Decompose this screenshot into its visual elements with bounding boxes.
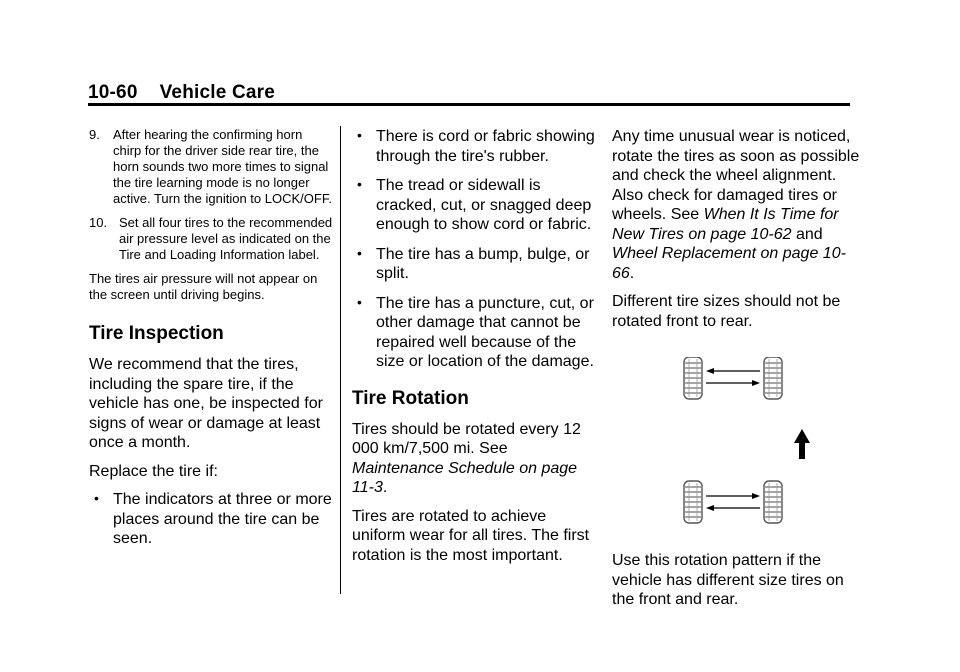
inspection-paragraph: We recommend that the tires, including the spare tire, if the vehicle has one, be inspected for signs of wear or damage at least once a month. — [89, 356, 323, 451]
replace-intro: Replace the tire if: — [89, 462, 218, 480]
step-9-text: After hearing the confirming horn chirp for the driver side rear tire, the horn sounds two more times to signal the tire learning mode is no longer active. Turn the ignition to LOCK/OFF. — [113, 127, 332, 206]
column-divider — [340, 126, 341, 594]
swap-arrows-front-icon — [706, 368, 760, 386]
front-right-tire-icon — [764, 357, 782, 399]
bullet-text: The tire has a puncture, cut, or other damage that cannot be repaired well because of the size or location of the damage. — [376, 294, 594, 370]
step-10-text: Set all four tires to the recommended air pressure level as indicated on the Tire and Loading Information label. — [119, 215, 333, 262]
column-1 — [89, 127, 334, 559]
column-3 — [612, 127, 862, 619]
bullet-text: The tread or sidewall is cracked, cut, or snagged deep enough to show cord or fabric. — [376, 177, 592, 233]
bullet-item — [352, 127, 597, 166]
bullet-glyph: • — [357, 176, 362, 192]
step-9 — [89, 127, 334, 207]
section-title: Vehicle Care — [159, 82, 276, 103]
rear-right-tire-icon — [764, 481, 782, 523]
new-tires-link[interactable]: When It Is Time for New Tires on page 10-62 — [612, 206, 839, 243]
sizes-paragraph: Different tire sizes should not be rotated front to rear. — [612, 293, 841, 330]
bullet-item — [89, 490, 334, 549]
rotation-paragraph — [352, 420, 597, 498]
bullet-glyph: • — [357, 244, 362, 261]
column-2 — [352, 127, 597, 574]
bullet-glyph: • — [357, 127, 362, 143]
front-left-tire-icon — [684, 357, 702, 399]
bullet-text: The tire has a bump, bulge, or split. — [376, 245, 590, 282]
bullet-text: The indicators at three or more places around the tire can be seen. — [113, 491, 332, 547]
rotation-text-end: . — [382, 479, 388, 496]
rear-left-tire-icon — [684, 481, 702, 523]
tire-inspection-heading: Tire Inspection — [89, 323, 224, 344]
unusual-wear-paragraph — [612, 127, 862, 283]
rotation-text: Tires should be rotated every 12 000 km/7,500 mi. See — [352, 420, 581, 457]
wheel-replacement-link[interactable]: Wheel Replacement on page 10-66 — [612, 245, 846, 282]
forward-direction-arrow-icon — [794, 429, 810, 459]
bullet-item — [352, 176, 597, 235]
pattern-paragraph: Use this rotation pattern if the vehicle has different size tires on the front and rear. — [612, 552, 844, 608]
maintenance-schedule-link[interactable]: Maintenance Schedule on page 11-3 — [352, 459, 578, 496]
pressure-note: The tires air pressure will not appear on the screen until driving begins. — [89, 271, 318, 302]
bullet-item — [352, 245, 597, 284]
page-number: 10-60 — [88, 82, 138, 103]
rotation-pattern-diagram — [648, 357, 848, 527]
header-rule — [88, 103, 850, 106]
unusual-wear-and: and — [791, 225, 823, 243]
rotation-wear-paragraph: Tires are rotated to achieve uniform wear for all tires. The first rotation is the most important. — [352, 507, 590, 564]
bullet-item — [352, 294, 597, 372]
unusual-wear-text: Any time unusual wear is noticed, rotate the tires as soon as possible and check the wheel alignment. Also check for damaged tires or wheels. See — [612, 128, 860, 223]
bullet-glyph: • — [357, 293, 362, 310]
bullet-glyph: • — [94, 490, 99, 506]
step-9-number: 9. — [89, 127, 100, 142]
step-10-number: 10. — [89, 215, 108, 230]
step-10 — [89, 215, 334, 263]
tire-rotation-heading: Tire Rotation — [352, 387, 469, 409]
unusual-wear-end: . — [629, 264, 635, 282]
page-header — [88, 82, 275, 104]
bullet-text: There is cord or fabric showing through the tire's rubber. — [376, 128, 595, 165]
swap-arrows-rear-icon — [706, 493, 760, 511]
